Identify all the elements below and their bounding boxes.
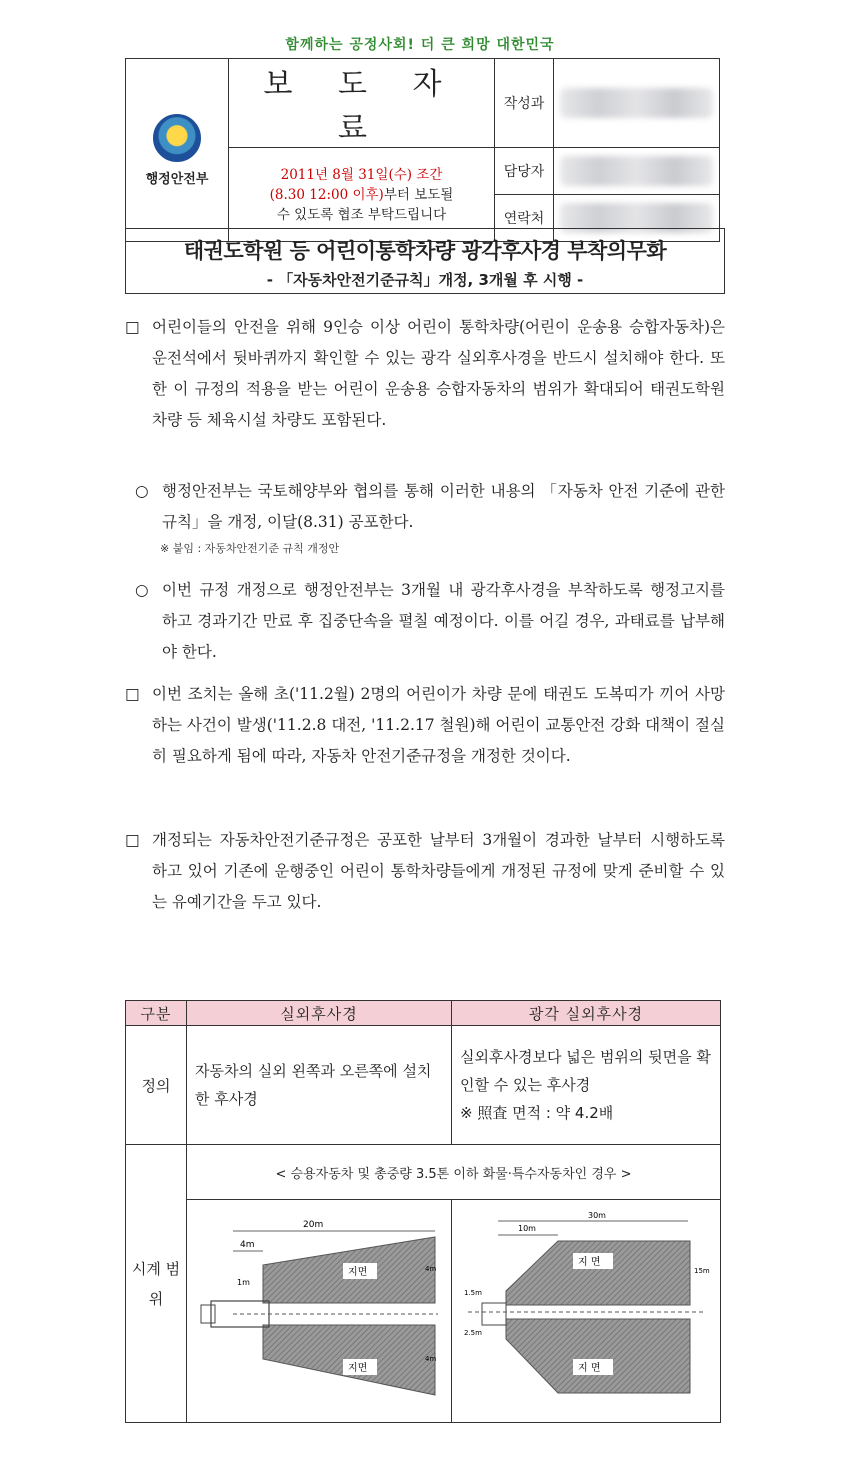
slogan: 함께하는 공정사회! 더 큰 희망 대한민국 — [285, 37, 555, 53]
ministry-logo-cell — [126, 59, 229, 242]
release-date: 2011년 8월 31일(수) 조간 — [280, 166, 443, 183]
label-person: 담당자 — [495, 148, 554, 195]
label-dept: 작성과 — [495, 59, 554, 148]
upper-view-zone — [506, 1241, 690, 1305]
paragraph-4: □ 이번 조치는 올해 초('11.2월) 2명의 어린이가 차량 문에 태권도 도복띠가 끼어 사망하는 사건이 발생('11.2.8 대전, '11.2.17 철원)해 어린이 교통안전 강화 대책이 절실히 필요하게 됨에 따라, 자동차 안전기준규정을 개정한 것이다. — [125, 679, 725, 772]
press-release-title: 보 도 자 료 — [229, 59, 495, 148]
release-request: 수 있도록 협조 부탁드립니다 — [276, 206, 447, 223]
def-outside-mirror: 자동차의 실외 왼쪽과 오른쪽에 설치한 후사경 — [187, 1026, 452, 1145]
label-total: 20m — [303, 1220, 324, 1230]
label-width-lower: 4m — [425, 1355, 437, 1363]
attachment-note: ※ 붙임 : 자동차안전기준 규칙 개정안 — [160, 542, 340, 555]
vehicle-rear-outline — [482, 1303, 506, 1325]
ministry-name: 행정안전부 — [145, 171, 209, 187]
label-side-b: 2.5m — [464, 1329, 482, 1337]
square-bullet-icon: □ — [125, 318, 140, 336]
row-label-definition: 정의 — [126, 1026, 187, 1145]
paragraph-2: ○ 행정안전부는 국토해양부와 협의를 통해 이러한 내용의 「자동차 안전 기준에 관한 규칙」을 개정, 이달(8.31) 공포한다. — [135, 476, 725, 538]
wide-mirror-range-diagram — [458, 1209, 708, 1409]
vehicle-body — [201, 1305, 215, 1323]
paragraph-3: ○ 이번 규정 개정으로 행정안전부는 3개월 내 광각후사경을 부착하도록 행정고지를 하고 경과기간 만료 후 집중단속을 펼칠 예정이다. 이를 어길 경우, 과태료를 납부해야 한다. — [135, 575, 725, 668]
paragraph-5: □ 개정되는 자동차안전기준규정은 공포한 날부터 3개월이 경과한 날부터 시행하도록 하고 있어 기존에 운행중인 어린이 통학차량들에게 개정된 규정에 맞게 준비할 수 있는 유예기간을 두고 있다. — [125, 825, 725, 918]
label-offset: 1m — [237, 1278, 250, 1287]
zone-label-lower: 지 면 — [578, 1363, 601, 1374]
row-label-view-range: 시계 범위 — [126, 1145, 187, 1423]
zone-label-upper: 지면 — [348, 1267, 368, 1278]
label-width: 15m — [694, 1267, 710, 1275]
label-contact: 연락처 — [495, 195, 554, 242]
label-side-a: 1.5m — [464, 1289, 482, 1297]
label-total: 30m — [588, 1211, 606, 1220]
label-near: 4m — [240, 1240, 255, 1250]
comparison-table — [125, 1000, 721, 1423]
redacted-dept — [554, 59, 720, 148]
ministry-emblem-icon — [153, 114, 201, 162]
headline-subtitle: - 「자동차안전기준규칙」개정, 3개월 후 시행 - — [266, 271, 584, 289]
paragraph-1: □ 어린이들의 안전을 위해 9인승 이상 어린이 통학차량(어린이 운송용 승합자동차)은 운전석에서 뒷바퀴까지 확인할 수 있는 광각 실외후사경을 반드시 설치해야 한다. 또한 이 규정의 적용을 받는 어린이 운송용 승합자동차의 범위가 확대되어 태권도학원 차량 등 체육시설 차량도 포함된다. — [125, 312, 725, 436]
th-wide-mirror: 광각 실외후사경 — [452, 1001, 721, 1026]
lower-view-zone — [506, 1319, 690, 1393]
circle-bullet-icon: ○ — [135, 482, 149, 500]
square-bullet-icon: □ — [125, 685, 140, 703]
th-category: 구분 — [126, 1001, 187, 1026]
headline-title: 태권도학원 등 어린이통학차량 광각후사경 부착의무화 — [183, 239, 667, 263]
square-bullet-icon: □ — [125, 831, 140, 849]
outside-mirror-range-diagram — [193, 1209, 443, 1409]
th-outside-mirror: 실외후사경 — [187, 1001, 452, 1026]
headline-box — [125, 228, 725, 294]
press-header — [125, 58, 720, 242]
diagram-outside-mirror — [187, 1200, 452, 1423]
zone-label-lower: 지면 — [348, 1363, 368, 1374]
zone-label-upper: 지 면 — [578, 1257, 601, 1268]
release-time-line: (8.30 12:00 이후)부터 보도될 — [269, 186, 454, 203]
circle-bullet-icon: ○ — [135, 581, 149, 599]
vehicle-condition: < 승용자동차 및 총중량 3.5톤 이하 화물·특수자동차인 경우 > — [187, 1145, 721, 1200]
redacted-person — [554, 148, 720, 195]
label-width-upper: 4m — [425, 1265, 437, 1273]
label-near: 10m — [518, 1224, 536, 1233]
diagram-wide-mirror — [452, 1200, 721, 1423]
def-wide-mirror: 실외후사경보다 넓은 범위의 뒷면을 확인할 수 있는 후사경 ※ 照査 면적 : 약 4.2배 — [452, 1026, 721, 1145]
